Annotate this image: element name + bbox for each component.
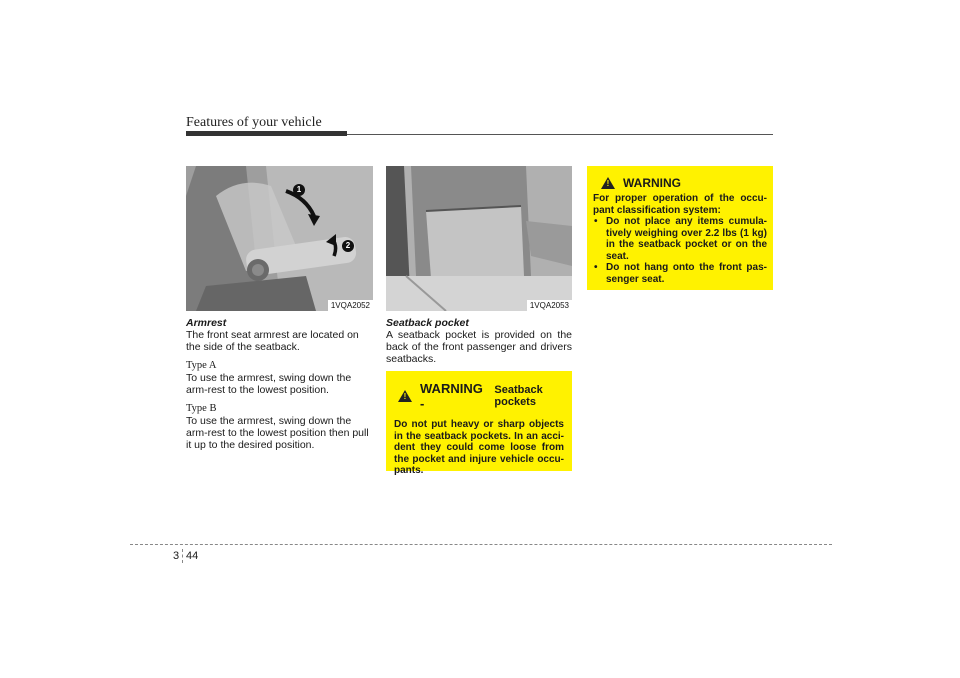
section-heading: Armrest	[186, 317, 227, 329]
page-separator	[182, 549, 183, 563]
warning-icon: !	[398, 390, 412, 402]
armrest-section	[186, 317, 373, 451]
warning-title: WARNING	[623, 176, 681, 190]
warning-subtitle: Seatback pockets	[494, 384, 543, 408]
armrest-photo	[186, 166, 373, 311]
armrest-intro: The front seat armrest are located on the side of the seatback.	[186, 329, 359, 353]
warning-icon: !	[601, 177, 615, 189]
photo-code: 1VQA2053	[527, 300, 572, 311]
section-heading: Seatback pocket	[386, 317, 469, 329]
list-item: • Do not place any items cumula-tively weighing over 2.2 lbs (1 kg) in the seatback pocket or on the seat.	[604, 216, 767, 262]
warning-intro: For proper operation of the occu-pant classification system:	[593, 193, 767, 216]
type-a-text: To use the armrest, swing down the arm-rest to the lowest position.	[186, 372, 352, 396]
callout-1: 1	[293, 184, 305, 196]
type-b-heading: Type B	[186, 403, 217, 414]
callout-2: 2	[342, 240, 354, 252]
chapter-number: 3	[173, 550, 180, 562]
warning-box-occupant	[587, 166, 773, 290]
header-rule	[347, 134, 773, 135]
warning-list	[593, 216, 767, 285]
type-a-heading: Type A	[186, 360, 217, 371]
photo-code: 1VQA2052	[328, 300, 373, 311]
page-header-title: Features of your vehicle	[186, 115, 322, 130]
seatback-illustration	[386, 166, 572, 311]
list-item: • Do not hang onto the front pas-senger seat.	[604, 262, 767, 285]
footer-rule	[130, 544, 832, 545]
type-b-text: To use the armrest, swing down the arm-rest to the lowest position then pull it up to the desired position.	[186, 415, 369, 451]
warning-title: WARNING -	[420, 381, 483, 411]
seatback-section	[386, 317, 572, 365]
seatback-pocket-photo	[386, 166, 572, 311]
warning-body	[593, 193, 767, 285]
page-number: 44	[186, 550, 199, 562]
warning-body: Do not put heavy or sharp objects in the seatback pockets. In an acci-dent they could come loose from the pocket and injure vehicle occu-pants.	[394, 419, 564, 476]
seatback-text: A seatback pocket is provided on the back of the front passenger and drivers seatbacks.	[386, 329, 572, 365]
warning-box-seatback	[386, 371, 572, 476]
armrest-illustration	[186, 166, 373, 311]
header-bar	[186, 131, 347, 136]
